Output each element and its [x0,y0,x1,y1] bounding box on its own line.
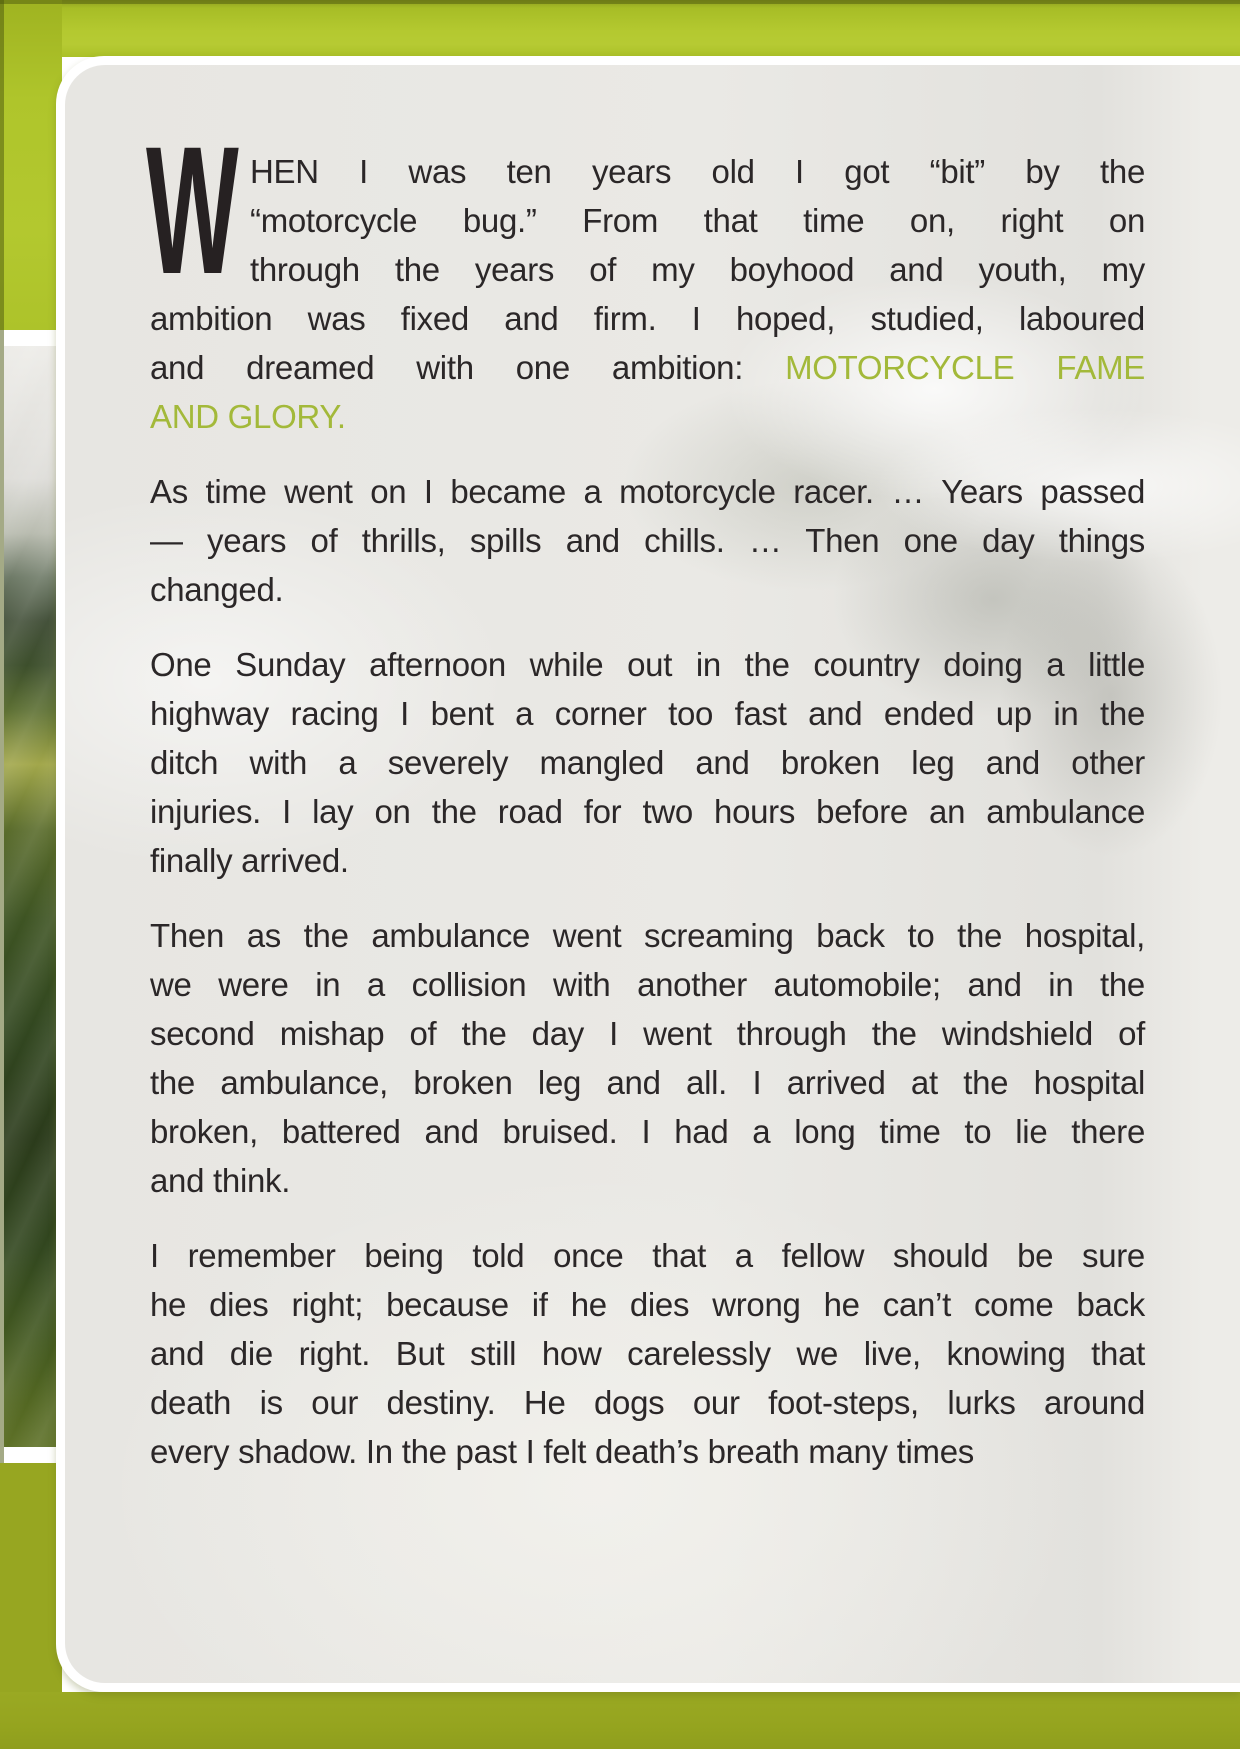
text-segment: injuries. I lay on the road for two hours before an ambulance [150,793,1145,830]
text-segment: we were in a collision with another automobile; and in the [150,966,1145,1003]
text-line [150,960,1145,1009]
text-line [250,147,1145,196]
text-segment: I remember being told once that a fellow should be sure [150,1237,1145,1274]
text-line [150,565,1145,614]
text-segment: ditch with a severely mangled and broken leg and other [150,744,1145,781]
accent-text: AND GLORY. [150,398,346,435]
paragraph [150,467,1145,614]
text-segment: he dies right; because if he dies wrong he can’t come back [150,1286,1145,1323]
text-segment: every shadow. In the past I felt death’s breath many times [150,1433,974,1470]
text-line [150,738,1145,787]
text-segment: broken, battered and bruised. I had a long time to lie there [150,1113,1145,1150]
text-segment: through the years of my boyhood and youth, my [250,251,1145,288]
text-line [150,1427,1145,1476]
text-segment: changed. [150,571,284,608]
text-line [250,196,1145,245]
text-segment: Then as the ambulance went screaming back to the hospital, [150,917,1145,954]
text-segment: death is our destiny. He dogs our foot-steps, lurks around [150,1384,1145,1421]
text-line [150,836,1145,885]
paragraph [150,1231,1145,1476]
text-segment: One Sunday afternoon while out in the country doing a little [150,646,1145,683]
drop-cap: W [146,108,239,312]
paragraph [150,640,1145,885]
page-left-edge [0,0,4,1463]
text-line [150,392,1145,441]
text-line [150,1009,1145,1058]
text-segment: — years of thrills, spills and chills. … Then one day things [150,522,1145,559]
text-line [150,1280,1145,1329]
text-line [150,1156,1145,1205]
text-line [150,1231,1145,1280]
page-top-edge [0,0,1240,4]
text-segment: “motorcycle bug.” From that time on, right on [250,202,1145,239]
top-green-band [0,0,1240,57]
text-segment: highway racing I bent a corner too fast and ended up in the [150,695,1145,732]
text-segment: ambition was fixed and firm. I hoped, studied, laboured [150,300,1145,337]
bottom-olive-band [0,1692,1240,1749]
text-segment: and dreamed with one ambition: [150,349,786,386]
accent-text: MOTORCYCLE FAME [785,349,1145,386]
text-segment: and die right. But still how carelessly we live, knowing that [150,1335,1145,1372]
text-line [150,294,1145,343]
text-line [150,689,1145,738]
text-line [150,787,1145,836]
left-photo-strip [4,346,58,1447]
text-line [250,245,1145,294]
text-segment: the ambulance, broken leg and all. I arrived at the hospital [150,1064,1145,1101]
text-line [150,1378,1145,1427]
paragraph [146,108,1145,441]
text-line [150,343,1145,392]
text-segment: and think. [150,1162,291,1199]
text-line [150,516,1145,565]
left-green-block [0,0,62,330]
text-segment: second mishap of the day I went through the windshield of [150,1015,1145,1052]
card-photo-background [65,65,1240,1683]
text-line [150,911,1145,960]
text-line [150,640,1145,689]
paragraph [150,911,1145,1205]
text-segment: As time went on I became a motorcycle racer. … Years passed [150,473,1145,510]
text-line [150,1329,1145,1378]
text-line [150,1058,1145,1107]
text-line [150,467,1145,516]
text-line [150,1107,1145,1156]
content-card [56,56,1240,1692]
body-text [146,108,1145,1502]
text-segment: HEN I was ten years old I got “bit” by the [250,153,1145,190]
text-segment: finally arrived. [150,842,349,879]
